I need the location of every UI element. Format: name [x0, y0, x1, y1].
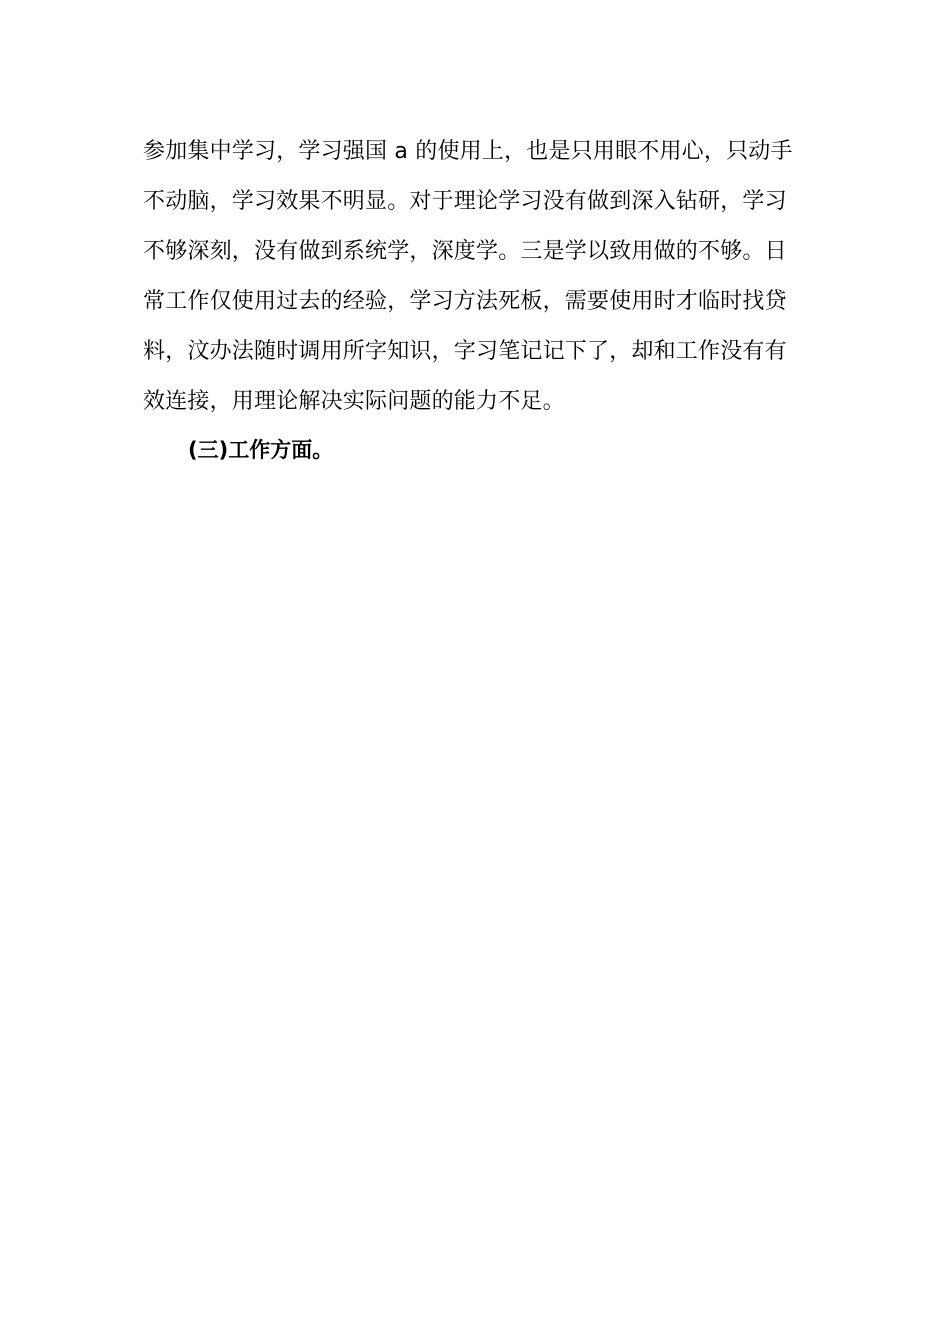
- paragraph-line: 料，汶办法随时调用所字知识，字习笔记记下了，却和工作没有有: [143, 339, 787, 364]
- section-heading: (三)工作方面。: [188, 438, 334, 462]
- paragraph-line: 不动脑，学习效果不明显。对于理论学习没有做到深入钻研，学习: [143, 189, 787, 214]
- paragraph-line: 常工作仅使用过去的经验，学习方法死板，需要使用时才临时找贷: [143, 289, 787, 314]
- paragraph-line: 参加集中学习，学习强国 a 的使用上，也是只用眼不用心，只动手: [143, 139, 793, 164]
- paragraph-line: 效连接，用理论解决实际问题的能力不足。: [143, 389, 565, 414]
- paragraph-line: 不够深刻，没有做到系统学，深度学。三是学以致用做的不够。日: [143, 239, 787, 264]
- body-paragraph: [143, 127, 813, 427]
